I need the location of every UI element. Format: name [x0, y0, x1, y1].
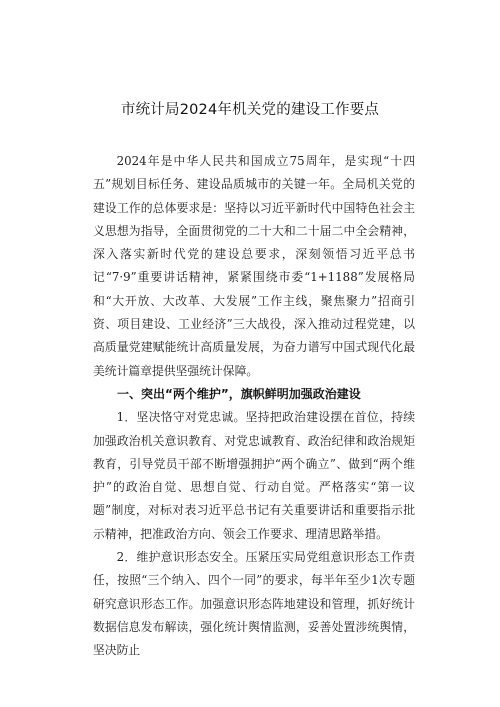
item-paragraph-2: 2．维护意识形态安全。压紧压实局党组意识形态工作责任，按照“三个纳入、四个一同”的要求，每半年至少1次专题研究意识形态工作。加强意识形态阵地建设和管理，抓好统计数据信息发布解读，强化统计舆情监测，妥善处置涉统舆情，坚决防止 — [93, 550, 415, 658]
item-paragraph-1: 1．坚决恪守对党忠诚。坚持把政治建设摆在首位，持续加强政治机关意识教育、对党忠诚教育、政治纪律和政治规矩教育，引导党员干部不断增强拥护“两个确立”、做到“两个维护”的政治自觉、思想自觉、行动自觉。严格落实“第一议题”制度，对标对表习近平总书记有关重要讲话和重要指示批示精神，把准政治方向、领会工作要求、理清思路举措。 — [93, 410, 415, 541]
section-heading-1: 一、突出“两个维护”，旗帜鲜明加强政治建设 — [117, 386, 361, 401]
document-body — [93, 150, 415, 663]
intro-paragraph: 2024年是中华人民共和国成立75周年，是实现“十四五”规划目标任务、建设品质城市的关键一年。全局机关党的建设工作的总体要求是：坚持以习近平新时代中国特色社会主义思想为指导，全面贯彻党的二十大和二十届二中全会精神，深入落实新时代党的建设总要求，深刻领悟习近平总书记“7·9”重要讲话精神，紧紧围绕市委“1+1188”发展格局和“大开放、大改革、大发展”工作主线，聚焦聚力”招商引资、项目建设、工业经济”三大战役，深入推动过程党建，以高质量党建赋能统计高质量发展，为奋力谱写中国式现代化最美统计篇章提供坚强统计保障。 — [93, 154, 415, 378]
document-title: 市统计局2024年机关党的建设工作要点 — [120, 102, 380, 118]
